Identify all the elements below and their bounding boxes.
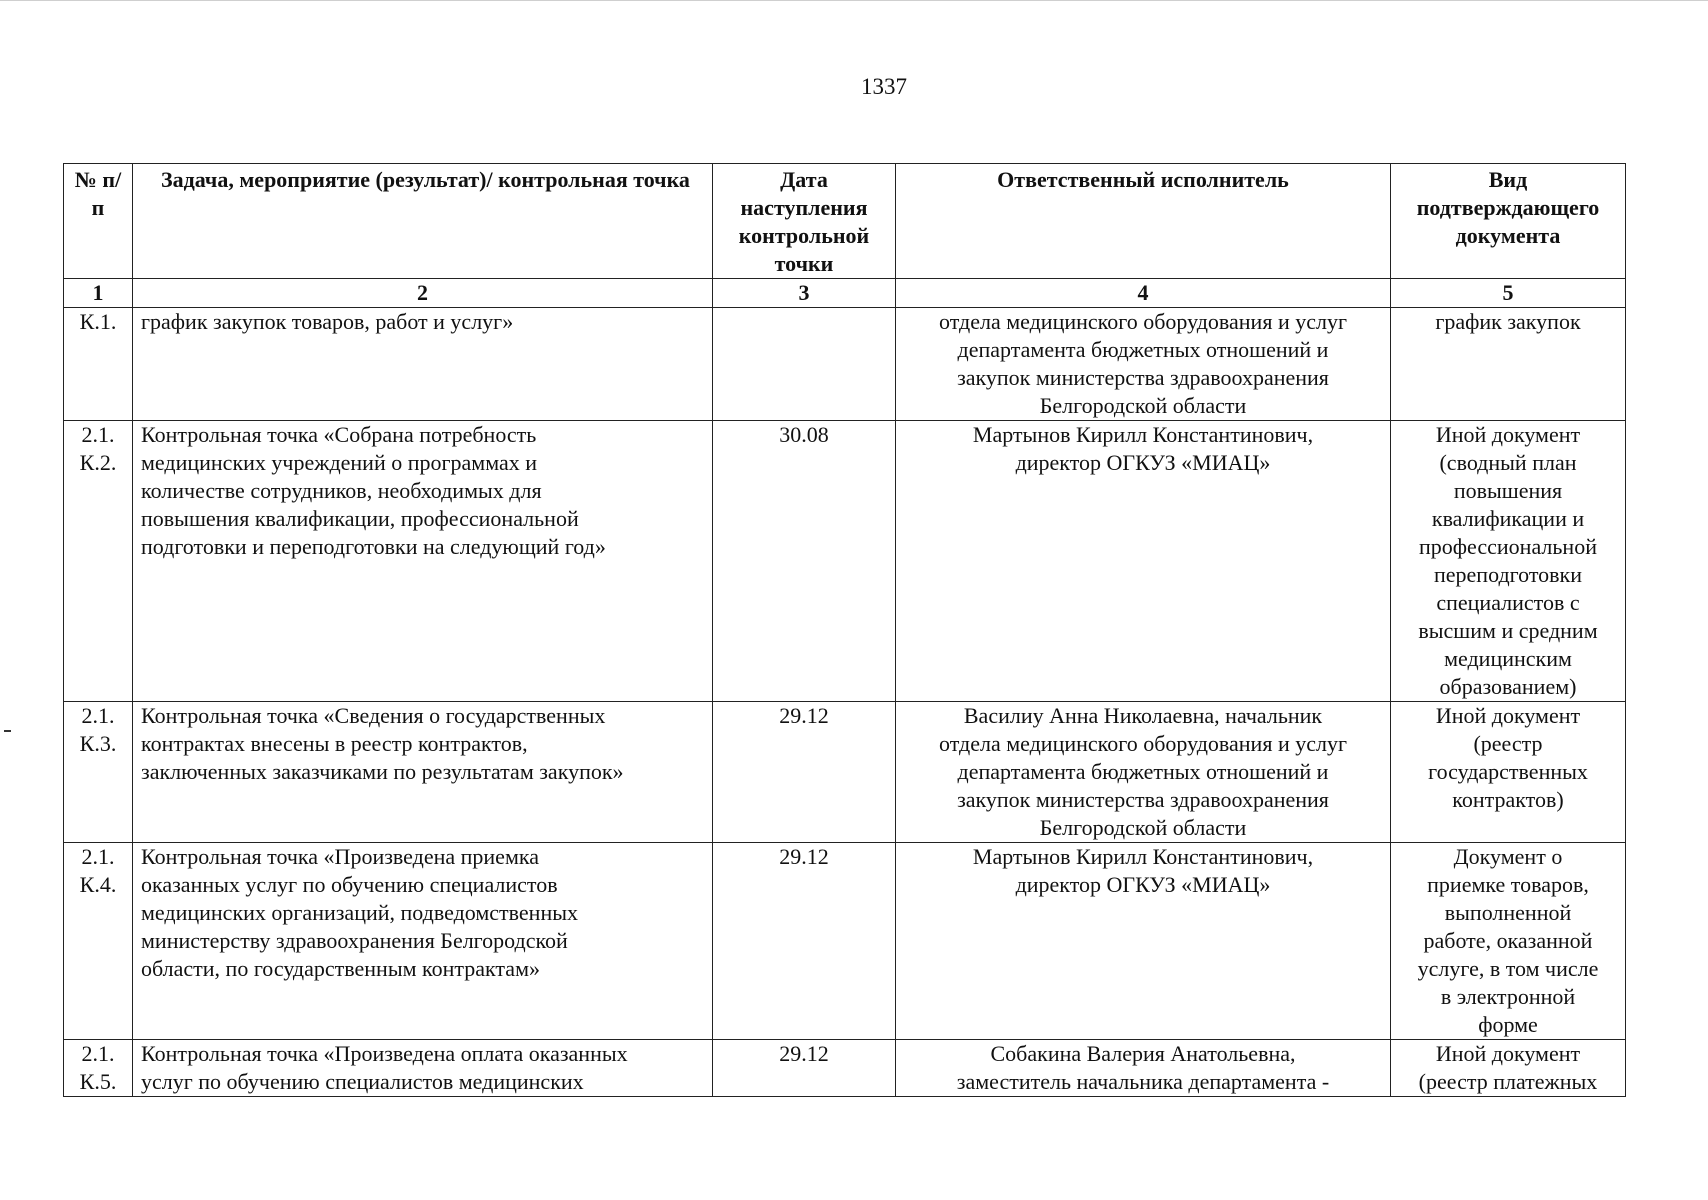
date-cell: 30.08	[713, 421, 896, 702]
header-task: Задача, мероприятие (результат)/ контрольная точка	[133, 164, 713, 279]
header-responsible: Ответственный исполнитель	[896, 164, 1391, 279]
date-cell: 29.12	[713, 1040, 896, 1097]
task-cell: Контрольная точка «Произведена приемка оказанных услуг по обучению специалистов медицинских организаций, подведомственных министерству здравоохранения Белгородской области, по государственным контрактам»	[133, 843, 713, 1040]
document-type-cell: Иной документ (сводный план повышения квалификации и профессиональной переподготовки специалистов с высшим и средним медицинским образованием)	[1391, 421, 1626, 702]
row-number-cell: 2.1. К.4.	[64, 843, 133, 1040]
column-number: 2	[133, 279, 713, 308]
date-cell	[713, 308, 896, 421]
column-number: 4	[896, 279, 1391, 308]
column-number: 5	[1391, 279, 1626, 308]
document-type-cell: график закупок	[1391, 308, 1626, 421]
scan-mark	[4, 730, 11, 732]
responsible-cell: Собакина Валерия Анатольевна, заместитель начальника департамента -	[896, 1040, 1391, 1097]
header-num: № п/п	[64, 164, 133, 279]
document-type-cell: Иной документ (реестр государственных контрактов)	[1391, 702, 1626, 843]
header-date: Дата наступления контрольной точки	[713, 164, 896, 279]
table-row	[64, 843, 1626, 1040]
column-number: 3	[713, 279, 896, 308]
control-points-table	[63, 163, 1626, 1097]
row-number-cell: 2.1. К.5.	[64, 1040, 133, 1097]
responsible-cell: Мартынов Кирилл Константинович, директор ОГКУЗ «МИАЦ»	[896, 843, 1391, 1040]
page-number: 1337	[861, 74, 907, 99]
responsible-cell: Мартынов Кирилл Константинович, директор ОГКУЗ «МИАЦ»	[896, 421, 1391, 702]
header-document-type: Вид подтверждающего документа	[1391, 164, 1626, 279]
date-cell: 29.12	[713, 843, 896, 1040]
row-number-cell: 2.1. К.2.	[64, 421, 133, 702]
table-row	[64, 308, 1626, 421]
document-type-cell: Иной документ (реестр платежных	[1391, 1040, 1626, 1097]
table-header-row	[64, 164, 1626, 279]
table-row	[64, 421, 1626, 702]
responsible-cell: отдела медицинского оборудования и услуг департамента бюджетных отношений и закупок министерства здравоохранения Белгородской области	[896, 308, 1391, 421]
task-cell: график закупок товаров, работ и услуг»	[133, 308, 713, 421]
date-cell: 29.12	[713, 702, 896, 843]
column-number: 1	[64, 279, 133, 308]
task-cell: Контрольная точка «Собрана потребность медицинских учреждений о программах и количестве сотрудников, необходимых для повышения квалификации, профессиональной подготовки и переподготовки на следующий год»	[133, 421, 713, 702]
table-row	[64, 702, 1626, 843]
column-number-row	[64, 279, 1626, 308]
task-cell: Контрольная точка «Произведена оплата оказанных услуг по обучению специалистов медицинских	[133, 1040, 713, 1097]
scan-top-edge	[0, 0, 1708, 1]
task-cell: Контрольная точка «Сведения о государственных контрактах внесены в реестр контрактов, заключенных заказчиками по результатам закупок»	[133, 702, 713, 843]
row-number-cell: 2.1. К.3.	[64, 702, 133, 843]
responsible-cell: Василиу Анна Николаевна, начальник отдела медицинского оборудования и услуг департамента бюджетных отношений и закупок министерства здравоохранения Белгородской области	[896, 702, 1391, 843]
row-number-cell: К.1.	[64, 308, 133, 421]
table-row	[64, 1040, 1626, 1097]
document-type-cell: Документ о приемке товаров, выполненной работе, оказанной услуге, в том числе в электронной форме	[1391, 843, 1626, 1040]
